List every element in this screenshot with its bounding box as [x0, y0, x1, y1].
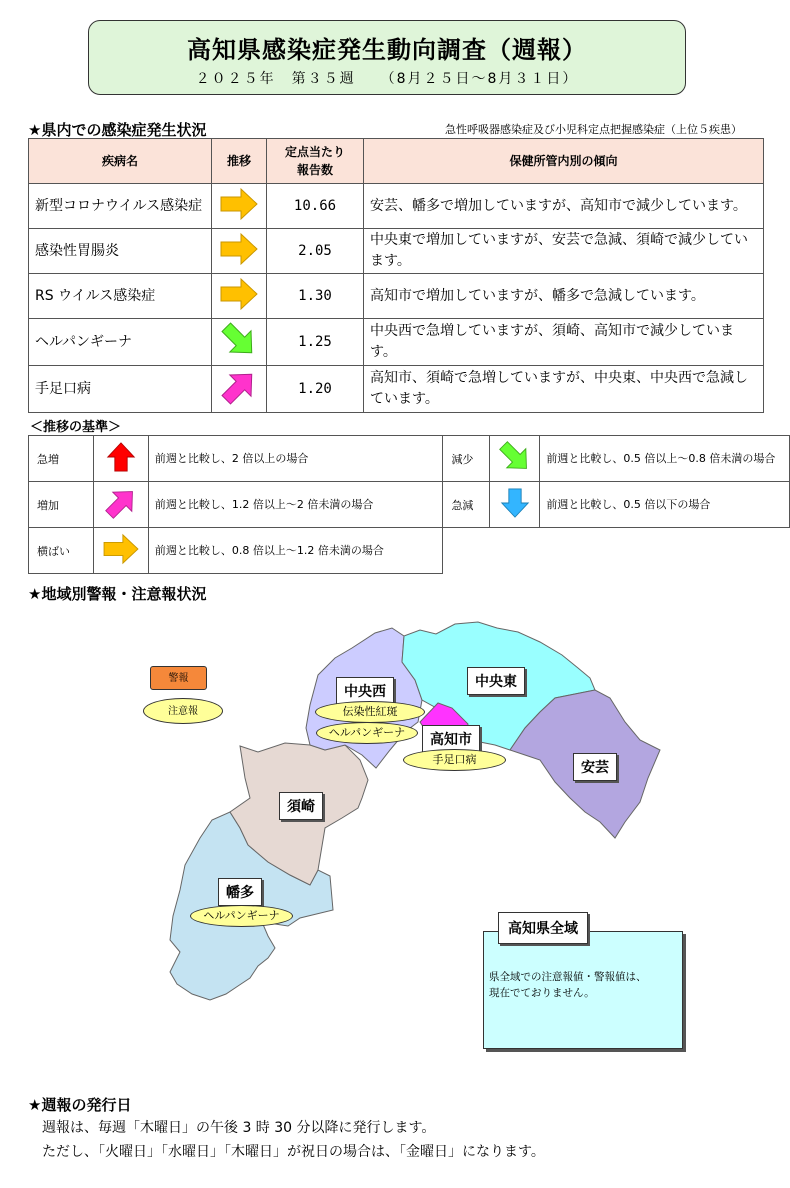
col-header-disease: 疾病名 — [29, 139, 212, 184]
decrease-arrow-icon — [219, 320, 259, 360]
disease-name: ヘルパンギーナ — [29, 319, 212, 366]
alert-chuo-nishi-2: ヘルパンギーナ — [316, 722, 418, 744]
statewide-note-line1: 県全域での注意報値・警報値は、 — [489, 971, 647, 983]
criteria-heading: ＜推移の基準＞ — [30, 420, 122, 435]
section-heading-map: ★地域別警報・注意報状況 — [28, 585, 207, 603]
legend-warning: 警報 — [150, 666, 207, 690]
disease-name: 新型コロナウイルス感染症 — [29, 184, 212, 229]
publish-line1: 週報は、毎週「木曜日」の午後 3 時 30 分以降に発行します。 — [42, 1120, 436, 1136]
alert-kochi-city: 手足口病 — [403, 749, 506, 771]
criteria-text-decrease: 前週と比較し、0.5 倍以上～0.8 倍未満の場合 — [540, 436, 790, 482]
trend-cell — [212, 229, 267, 274]
col-header-trend: 推移 — [212, 139, 267, 184]
region-label-chuo-higashi: 中央東 — [467, 667, 525, 695]
table-row — [29, 366, 764, 413]
criteria-icon-cell — [93, 482, 148, 528]
page-title: 高知県感染症発生動向調査（週報） — [187, 36, 587, 64]
criteria-row — [29, 482, 790, 528]
criteria-text-flat: 前週と比較し、0.8 倍以上～1.2 倍未満の場合 — [148, 528, 443, 574]
region-label-hata: 幡多 — [218, 878, 262, 906]
trend-description: 中央東で増加していますが、安芸で急減、須崎で減少しています。 — [364, 229, 764, 274]
criteria-text-surge: 前週と比較し、2 倍以上の場合 — [148, 436, 443, 482]
disease-table — [28, 138, 764, 413]
trend-description: 中央西で急増していますが、須崎、高知市で減少しています。 — [364, 319, 764, 366]
plunge-arrow-icon — [500, 487, 530, 519]
table-header-row — [29, 139, 764, 184]
disease-name: RS ウイルス感染症 — [29, 274, 212, 319]
increase-arrow-icon — [219, 367, 259, 407]
criteria-icon-cell — [93, 528, 148, 574]
table-row — [29, 184, 764, 229]
rate-value: 1.20 — [267, 366, 364, 413]
criteria-table — [28, 435, 790, 574]
increase-arrow-icon — [103, 485, 139, 521]
criteria-icon-cell — [490, 436, 540, 482]
criteria-label-plunge: 急減 — [443, 482, 490, 528]
criteria-label-decrease: 減少 — [443, 436, 490, 482]
flat-arrow-icon — [219, 187, 259, 221]
trend-description: 高知市で増加していますが、幡多で急減しています。 — [364, 274, 764, 319]
decrease-arrow-icon — [497, 439, 533, 475]
col-header-rate-line2: 報告数 — [296, 163, 333, 177]
trend-cell — [212, 319, 267, 366]
disease-name: 手足口病 — [29, 366, 212, 413]
statewide-note-body — [489, 969, 677, 1002]
statewide-note-line2: 現在でておりません。 — [489, 987, 595, 1000]
criteria-icon-cell — [490, 482, 540, 528]
legend-caution: 注意報 — [143, 698, 223, 724]
statewide-note-title: 高知県全域 — [498, 912, 588, 944]
criteria-label-flat: 横ばい — [29, 528, 94, 574]
col-header-rate-line1: 定点当たり — [284, 145, 345, 159]
region-label-aki: 安芸 — [573, 753, 617, 781]
disease-name: 感染性胃腸炎 — [29, 229, 212, 274]
col-header-rate — [267, 139, 364, 184]
trend-cell — [212, 366, 267, 413]
criteria-label-surge: 急増 — [29, 436, 94, 482]
criteria-label-increase: 増加 — [29, 482, 94, 528]
alert-hata: ヘルパンギーナ — [190, 905, 293, 927]
rate-value: 1.25 — [267, 319, 364, 366]
flat-arrow-icon — [102, 533, 140, 565]
trend-description: 高知市、須崎で急増していますが、中央東、中央西で急減しています。 — [364, 366, 764, 413]
table-note: 急性呼吸器感染症及び小児科定点把握感染症（上位５疾患） — [445, 123, 742, 136]
table-row — [29, 274, 764, 319]
criteria-row — [29, 436, 790, 482]
flat-arrow-icon — [219, 277, 259, 311]
criteria-text-increase: 前週と比較し、1.2 倍以上～2 倍未満の場合 — [148, 482, 443, 528]
region-label-kochi-city: 高知市 — [422, 725, 480, 753]
rate-value: 2.05 — [267, 229, 364, 274]
table-row — [29, 229, 764, 274]
table-row — [29, 319, 764, 366]
rate-value: 10.66 — [267, 184, 364, 229]
criteria-icon-cell — [93, 436, 148, 482]
surge-arrow-icon — [106, 441, 136, 473]
alert-chuo-nishi-1: 伝染性紅斑 — [315, 701, 425, 723]
page-subtitle: ２０２５年 第３５週 （8月２５日～8月３１日） — [195, 71, 579, 87]
trend-cell — [212, 184, 267, 229]
flat-arrow-icon — [219, 232, 259, 266]
section-heading-status: ★県内での感染症発生状況 — [28, 121, 207, 139]
region-label-chuo-nishi: 中央西 — [336, 677, 394, 705]
criteria-row — [29, 528, 790, 574]
trend-cell — [212, 274, 267, 319]
section-heading-publish: ★週報の発行日 — [28, 1096, 132, 1114]
trend-description: 安芸、幡多で増加していますが、高知市で減少しています。 — [364, 184, 764, 229]
col-header-desc: 保健所管内別の傾向 — [364, 139, 764, 184]
publish-line2: ただし、「火曜日」「水曜日」「木曜日」が祝日の場合は、「金曜日」になります。 — [42, 1144, 545, 1160]
region-label-susaki: 須崎 — [279, 792, 323, 820]
rate-value: 1.30 — [267, 274, 364, 319]
criteria-text-plunge: 前週と比較し、0.5 倍以下の場合 — [540, 482, 790, 528]
